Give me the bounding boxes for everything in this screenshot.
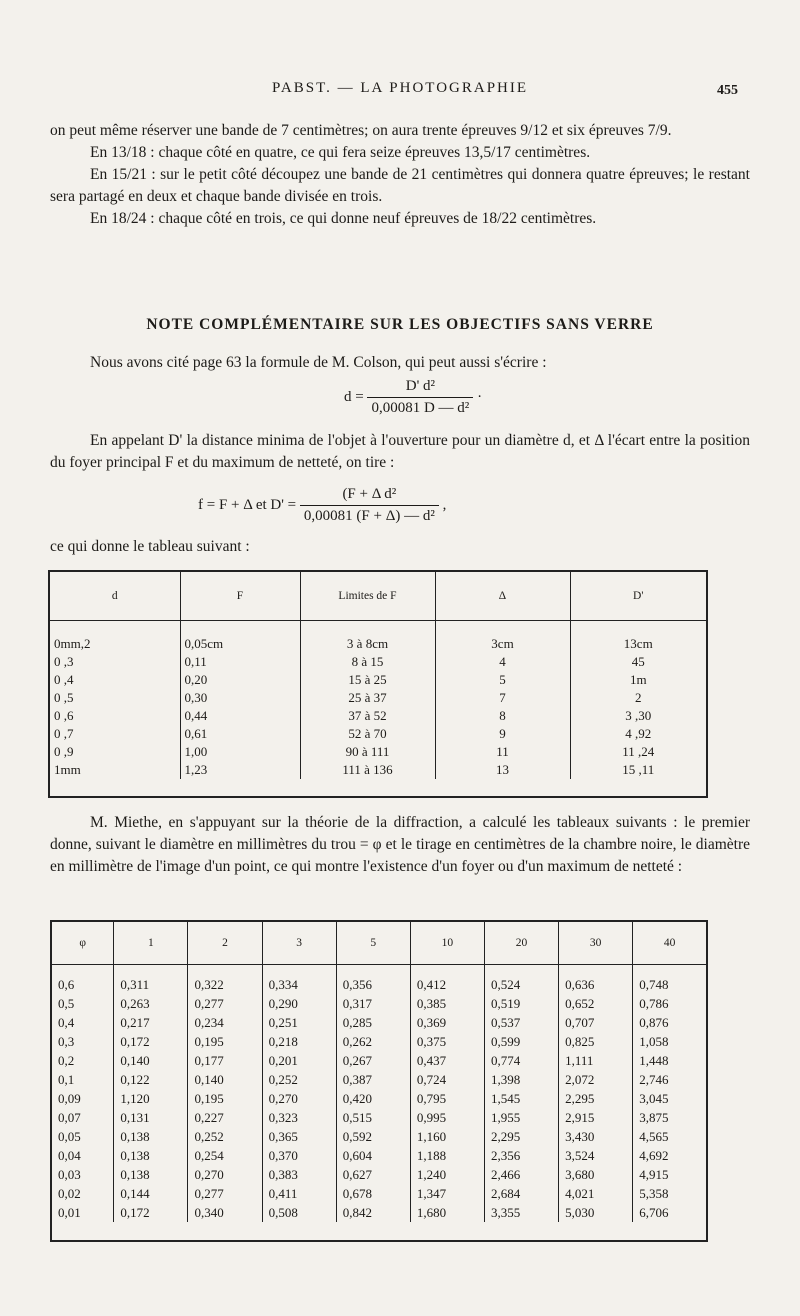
table-cell: 0,375 bbox=[410, 1032, 484, 1051]
table-cell: 1,188 bbox=[410, 1146, 484, 1165]
table-cell: 15 ,11 bbox=[622, 762, 655, 777]
table-cell: 0,03 bbox=[52, 1165, 114, 1184]
table-cell: 0,277 bbox=[188, 1184, 262, 1203]
table-cell: 0,420 bbox=[336, 1089, 410, 1108]
table-cell: 1,058 bbox=[639, 1033, 669, 1049]
table-cell: 0,748 bbox=[639, 976, 669, 992]
table-cell: 0,251 bbox=[262, 1013, 336, 1032]
table-cell: 0,177 bbox=[188, 1051, 262, 1070]
column-header: 30 bbox=[559, 922, 633, 965]
table-cell: 0,311 bbox=[114, 965, 188, 995]
table-row bbox=[52, 1089, 706, 1108]
column-header: d bbox=[50, 572, 180, 621]
table-cell: 9 bbox=[435, 725, 570, 743]
table-cell: 0,592 bbox=[336, 1127, 410, 1146]
table-cell: 4,915 bbox=[639, 1166, 669, 1182]
table-cell: 0,05 bbox=[52, 1127, 114, 1146]
table-cell: 1,240 bbox=[410, 1165, 484, 1184]
miethe-table bbox=[50, 920, 708, 1242]
column-header: Δ bbox=[435, 572, 570, 621]
table-cell: 0,3 bbox=[52, 1032, 114, 1051]
table-row bbox=[52, 1070, 706, 1089]
table-cell: 0,524 bbox=[484, 965, 558, 995]
table-cell: 0,599 bbox=[484, 1032, 558, 1051]
table-cell: 0,252 bbox=[262, 1070, 336, 1089]
table-cell: 0,678 bbox=[336, 1184, 410, 1203]
table-cell: 0,172 bbox=[114, 1032, 188, 1051]
table-cell: 0,842 bbox=[336, 1203, 410, 1222]
column-header: 5 bbox=[336, 922, 410, 965]
table-cell: 5,358 bbox=[639, 1185, 669, 1201]
table-row bbox=[52, 1184, 706, 1203]
paragraph-6: En appelant D' la distance minima de l'objet à l'ouverture pour un diamètre d, et Δ l'écart entre la position du foyer principal F et du maximum de netteté, on tire : bbox=[50, 432, 750, 471]
table-cell: 3,524 bbox=[559, 1146, 633, 1165]
table-row bbox=[52, 1165, 706, 1184]
table-cell: 0,334 bbox=[262, 965, 336, 995]
paragraph-7: ce qui donne le tableau suivant : bbox=[50, 538, 250, 555]
table-cell: 0,05cm bbox=[180, 621, 300, 654]
colson-table bbox=[48, 570, 708, 798]
column-header: Limites de F bbox=[300, 572, 435, 621]
table-cell: 0,138 bbox=[114, 1146, 188, 1165]
table-cell: 0,627 bbox=[336, 1165, 410, 1184]
table-cell: 8 bbox=[435, 707, 570, 725]
table-cell: 0,140 bbox=[188, 1070, 262, 1089]
table-cell: 0,412 bbox=[410, 965, 484, 995]
table-cell: 0,285 bbox=[336, 1013, 410, 1032]
table-cell: 1,23 bbox=[180, 761, 300, 779]
table-cell: 0,270 bbox=[262, 1089, 336, 1108]
table-cell: 4,692 bbox=[639, 1147, 669, 1163]
table-cell: 0,201 bbox=[262, 1051, 336, 1070]
table-cell: 5 bbox=[435, 671, 570, 689]
table-cell: 0,4 bbox=[52, 1013, 114, 1032]
table-cell: 0,2 bbox=[52, 1051, 114, 1070]
column-header: 10 bbox=[410, 922, 484, 965]
column-header: 2 bbox=[188, 922, 262, 965]
table-cell: 0,277 bbox=[188, 994, 262, 1013]
table-row bbox=[50, 621, 706, 654]
formula-numerator: D' d² bbox=[405, 378, 436, 394]
table-cell: 37 à 52 bbox=[300, 707, 435, 725]
column-header: φ bbox=[52, 922, 114, 965]
table-cell: 0,144 bbox=[114, 1184, 188, 1203]
table-cell: 0,356 bbox=[336, 965, 410, 995]
table-cell: 8 à 15 bbox=[300, 653, 435, 671]
table-cell: 0,218 bbox=[262, 1032, 336, 1051]
table-cell: 0,140 bbox=[114, 1051, 188, 1070]
table-cell: 11 ,24 bbox=[622, 744, 655, 759]
table-cell: 0,652 bbox=[559, 994, 633, 1013]
table-cell: 52 à 70 bbox=[300, 725, 435, 743]
opening-text bbox=[50, 120, 750, 230]
column-header: 3 bbox=[262, 922, 336, 965]
table-cell: 0,369 bbox=[410, 1013, 484, 1032]
table-cell: 0,636 bbox=[559, 965, 633, 995]
table-cell: 13 bbox=[435, 761, 570, 779]
table-cell: 0,786 bbox=[639, 995, 669, 1011]
table-row bbox=[52, 1108, 706, 1127]
table-cell: 0,323 bbox=[262, 1108, 336, 1127]
table-cell: 0,44 bbox=[180, 707, 300, 725]
table-cell: 0,1 bbox=[52, 1070, 114, 1089]
table-row bbox=[52, 1203, 706, 1222]
table-row bbox=[52, 994, 706, 1013]
table-cell: 1,347 bbox=[410, 1184, 484, 1203]
table-cell: 1,680 bbox=[410, 1203, 484, 1222]
column-header: 1 bbox=[114, 922, 188, 965]
table-cell: 2 bbox=[635, 690, 642, 705]
table-cell: 4,565 bbox=[639, 1128, 669, 1144]
table-row bbox=[52, 965, 706, 995]
table-cell: 0,537 bbox=[484, 1013, 558, 1032]
table-cell: 0,252 bbox=[188, 1127, 262, 1146]
table-cell: 3 à 8cm bbox=[300, 621, 435, 654]
focus-formula bbox=[198, 486, 446, 525]
table-cell: 4 bbox=[435, 653, 570, 671]
table-cell: 0,138 bbox=[114, 1127, 188, 1146]
formula-lhs: f = F + Δ et D' = bbox=[198, 496, 297, 513]
formula-lhs: d = bbox=[344, 388, 364, 405]
table-cell: 0 ,7 bbox=[50, 725, 180, 743]
column-header: D' bbox=[570, 572, 706, 621]
table-cell: 0,515 bbox=[336, 1108, 410, 1127]
table-cell: 0 ,6 bbox=[50, 707, 180, 725]
table-cell: 1m bbox=[629, 672, 647, 687]
table-cell: 2,295 bbox=[559, 1089, 633, 1108]
table-cell: 0,383 bbox=[262, 1165, 336, 1184]
paragraph-5: Nous avons cité page 63 la formule de M. Colson, qui peut aussi s'écrire : bbox=[90, 354, 547, 371]
table-cell: 6,706 bbox=[639, 1204, 669, 1220]
table-row bbox=[50, 743, 706, 761]
table-cell: 15 à 25 bbox=[300, 671, 435, 689]
table-cell: 0,02 bbox=[52, 1184, 114, 1203]
column-header: 40 bbox=[633, 922, 706, 965]
table-cell: 111 à 136 bbox=[300, 761, 435, 779]
table-cell: 0,724 bbox=[410, 1070, 484, 1089]
table-row bbox=[50, 653, 706, 671]
table-cell: 1,160 bbox=[410, 1127, 484, 1146]
section-title: NOTE COMPLÉMENTAIRE SUR LES OBJECTIFS SANS VERRE bbox=[146, 316, 654, 333]
table-cell: 2,746 bbox=[639, 1071, 669, 1087]
table-row bbox=[50, 725, 706, 743]
table-cell: 0 ,3 bbox=[50, 653, 180, 671]
table-cell: 0,519 bbox=[484, 994, 558, 1013]
table-cell: 5,030 bbox=[559, 1203, 633, 1222]
table-cell: 4 ,92 bbox=[625, 726, 652, 741]
table-cell: 0,195 bbox=[188, 1089, 262, 1108]
table-cell: 7 bbox=[435, 689, 570, 707]
table-cell: 0,270 bbox=[188, 1165, 262, 1184]
table-cell: 0,04 bbox=[52, 1146, 114, 1165]
table-cell: 3,680 bbox=[559, 1165, 633, 1184]
table-cell: 0,774 bbox=[484, 1051, 558, 1070]
table-cell: 0,30 bbox=[180, 689, 300, 707]
table-cell: 0,876 bbox=[639, 1014, 669, 1030]
table-cell: 2,466 bbox=[484, 1165, 558, 1184]
table-cell: 0,290 bbox=[262, 994, 336, 1013]
table-cell: 0,370 bbox=[262, 1146, 336, 1165]
table-cell: 0,01 bbox=[52, 1203, 114, 1222]
colson-formula bbox=[344, 378, 482, 417]
table-cell: 2,915 bbox=[559, 1108, 633, 1127]
table-cell: 0,227 bbox=[188, 1108, 262, 1127]
table-cell: 45 bbox=[631, 654, 645, 669]
table-cell: 1,00 bbox=[180, 743, 300, 761]
table-cell: 90 à 111 bbox=[300, 743, 435, 761]
table-cell: 25 à 37 bbox=[300, 689, 435, 707]
table-header-row bbox=[50, 572, 706, 621]
table-cell: 3,045 bbox=[639, 1090, 669, 1106]
distance-text bbox=[50, 430, 750, 474]
table-cell: 0,172 bbox=[114, 1203, 188, 1222]
table-cell: 1,448 bbox=[639, 1052, 669, 1068]
table-cell: 0,195 bbox=[188, 1032, 262, 1051]
colson-table-grid bbox=[50, 572, 706, 779]
table-cell: 4,021 bbox=[559, 1184, 633, 1203]
table-cell: 0,508 bbox=[262, 1203, 336, 1222]
table-cell: 0,385 bbox=[410, 994, 484, 1013]
page-number: 455 bbox=[717, 83, 738, 98]
formula-fraction bbox=[367, 378, 473, 417]
table-cell: 0,825 bbox=[559, 1032, 633, 1051]
table-cell: 2,684 bbox=[484, 1184, 558, 1203]
miethe-table-grid bbox=[52, 922, 706, 1222]
colson-table-body bbox=[50, 621, 706, 780]
paragraph-1: on peut même réserver une bande de 7 centimètres; on aura trente épreuves 9/12 et six épreuves 7/9. bbox=[50, 122, 672, 139]
table-cell: 0,09 bbox=[52, 1089, 114, 1108]
table-cell: 0,20 bbox=[180, 671, 300, 689]
table-cell: 0,07 bbox=[52, 1108, 114, 1127]
table-intro bbox=[50, 536, 750, 558]
table-cell: 0mm,2 bbox=[50, 621, 180, 654]
table-cell: 1,955 bbox=[484, 1108, 558, 1127]
table-cell: 0,254 bbox=[188, 1146, 262, 1165]
table-cell: 1,545 bbox=[484, 1089, 558, 1108]
table-cell: 3,355 bbox=[484, 1203, 558, 1222]
table-header-row bbox=[52, 922, 706, 965]
miethe-text bbox=[50, 812, 750, 878]
paragraph-8: M. Miethe, en s'appuyant sur la théorie de la diffraction, a calculé les tableaux suivants : le premier donne, suivant le diamètre en millimètres du trou = φ et le tirage en centimètres de la chambre noire, le diamètre en millimètre de l'image d'un point, ce qui montre l'existence d'un foyer ou d'un maximum de netteté : bbox=[50, 814, 750, 875]
table-cell: 3 ,30 bbox=[625, 708, 652, 723]
column-header: 20 bbox=[484, 922, 558, 965]
table-cell: 0,387 bbox=[336, 1070, 410, 1089]
table-cell: 3,875 bbox=[639, 1109, 669, 1125]
table-cell: 0,604 bbox=[336, 1146, 410, 1165]
table-cell: 0,263 bbox=[114, 994, 188, 1013]
table-row bbox=[52, 1032, 706, 1051]
table-cell: 2,072 bbox=[559, 1070, 633, 1089]
table-cell: 0,234 bbox=[188, 1013, 262, 1032]
paragraph-4: En 18/24 : chaque côté en trois, ce qui donne neuf épreuves de 18/22 centimètres. bbox=[90, 210, 597, 227]
table-cell: 0,411 bbox=[262, 1184, 336, 1203]
table-cell: 0,795 bbox=[410, 1089, 484, 1108]
table-cell: 0,267 bbox=[336, 1051, 410, 1070]
table-cell: 0,217 bbox=[114, 1013, 188, 1032]
table-cell: 0,138 bbox=[114, 1165, 188, 1184]
table-row bbox=[52, 1013, 706, 1032]
table-cell: 0,6 bbox=[52, 965, 114, 995]
table-row bbox=[50, 671, 706, 689]
table-cell: 0,995 bbox=[410, 1108, 484, 1127]
table-cell: 0 ,5 bbox=[50, 689, 180, 707]
formula-tail: , bbox=[442, 496, 447, 513]
formula-denominator: 0,00081 D — d² bbox=[367, 397, 473, 417]
miethe-table-body bbox=[52, 965, 706, 1223]
table-cell: 2,295 bbox=[484, 1127, 558, 1146]
table-row bbox=[50, 689, 706, 707]
table-cell: 0,340 bbox=[188, 1203, 262, 1222]
table-row bbox=[50, 707, 706, 725]
table-cell: 0,262 bbox=[336, 1032, 410, 1051]
table-cell: 0,11 bbox=[180, 653, 300, 671]
formula-tail: · bbox=[477, 388, 483, 405]
colson-intro bbox=[50, 352, 750, 374]
table-cell: 0,437 bbox=[410, 1051, 484, 1070]
formula-denominator: 0,00081 (F + Δ) — d² bbox=[300, 505, 439, 525]
table-cell: 0,322 bbox=[188, 965, 262, 995]
table-cell: 0,317 bbox=[336, 994, 410, 1013]
table-cell: 2,356 bbox=[484, 1146, 558, 1165]
table-row bbox=[52, 1146, 706, 1165]
table-cell: 0,122 bbox=[114, 1070, 188, 1089]
table-cell: 3,430 bbox=[559, 1127, 633, 1146]
table-row bbox=[52, 1127, 706, 1146]
table-cell: 0,131 bbox=[114, 1108, 188, 1127]
table-cell: 0,707 bbox=[559, 1013, 633, 1032]
formula-numerator: (F + Δ d² bbox=[342, 486, 397, 502]
column-header: F bbox=[180, 572, 300, 621]
table-cell: 0,61 bbox=[180, 725, 300, 743]
table-row bbox=[52, 1051, 706, 1070]
running-head: PABST. — LA PHOTOGRAPHIE bbox=[271, 80, 529, 96]
table-cell: 3cm bbox=[435, 621, 570, 654]
table-cell: 0 ,9 bbox=[50, 743, 180, 761]
table-row bbox=[50, 761, 706, 779]
formula-fraction bbox=[300, 486, 439, 525]
table-cell: 0 ,4 bbox=[50, 671, 180, 689]
table-cell: 13cm bbox=[623, 636, 653, 651]
table-cell: 0,5 bbox=[52, 994, 114, 1013]
table-cell: 1,398 bbox=[484, 1070, 558, 1089]
table-cell: 1,120 bbox=[114, 1089, 188, 1108]
paragraph-2: En 13/18 : chaque côté en quatre, ce qui fera seize épreuves 13,5/17 centimètres. bbox=[90, 144, 591, 161]
paragraph-3: En 15/21 : sur le petit côté découpez une bande de 21 centimètres qui donnera quatre épreuves; le restant sera partagé en deux et chaque bande divisée en trois. bbox=[50, 166, 750, 205]
table-cell: 11 bbox=[435, 743, 570, 761]
table-cell: 0,365 bbox=[262, 1127, 336, 1146]
table-cell: 1mm bbox=[50, 761, 180, 779]
table-cell: 1,111 bbox=[559, 1051, 633, 1070]
